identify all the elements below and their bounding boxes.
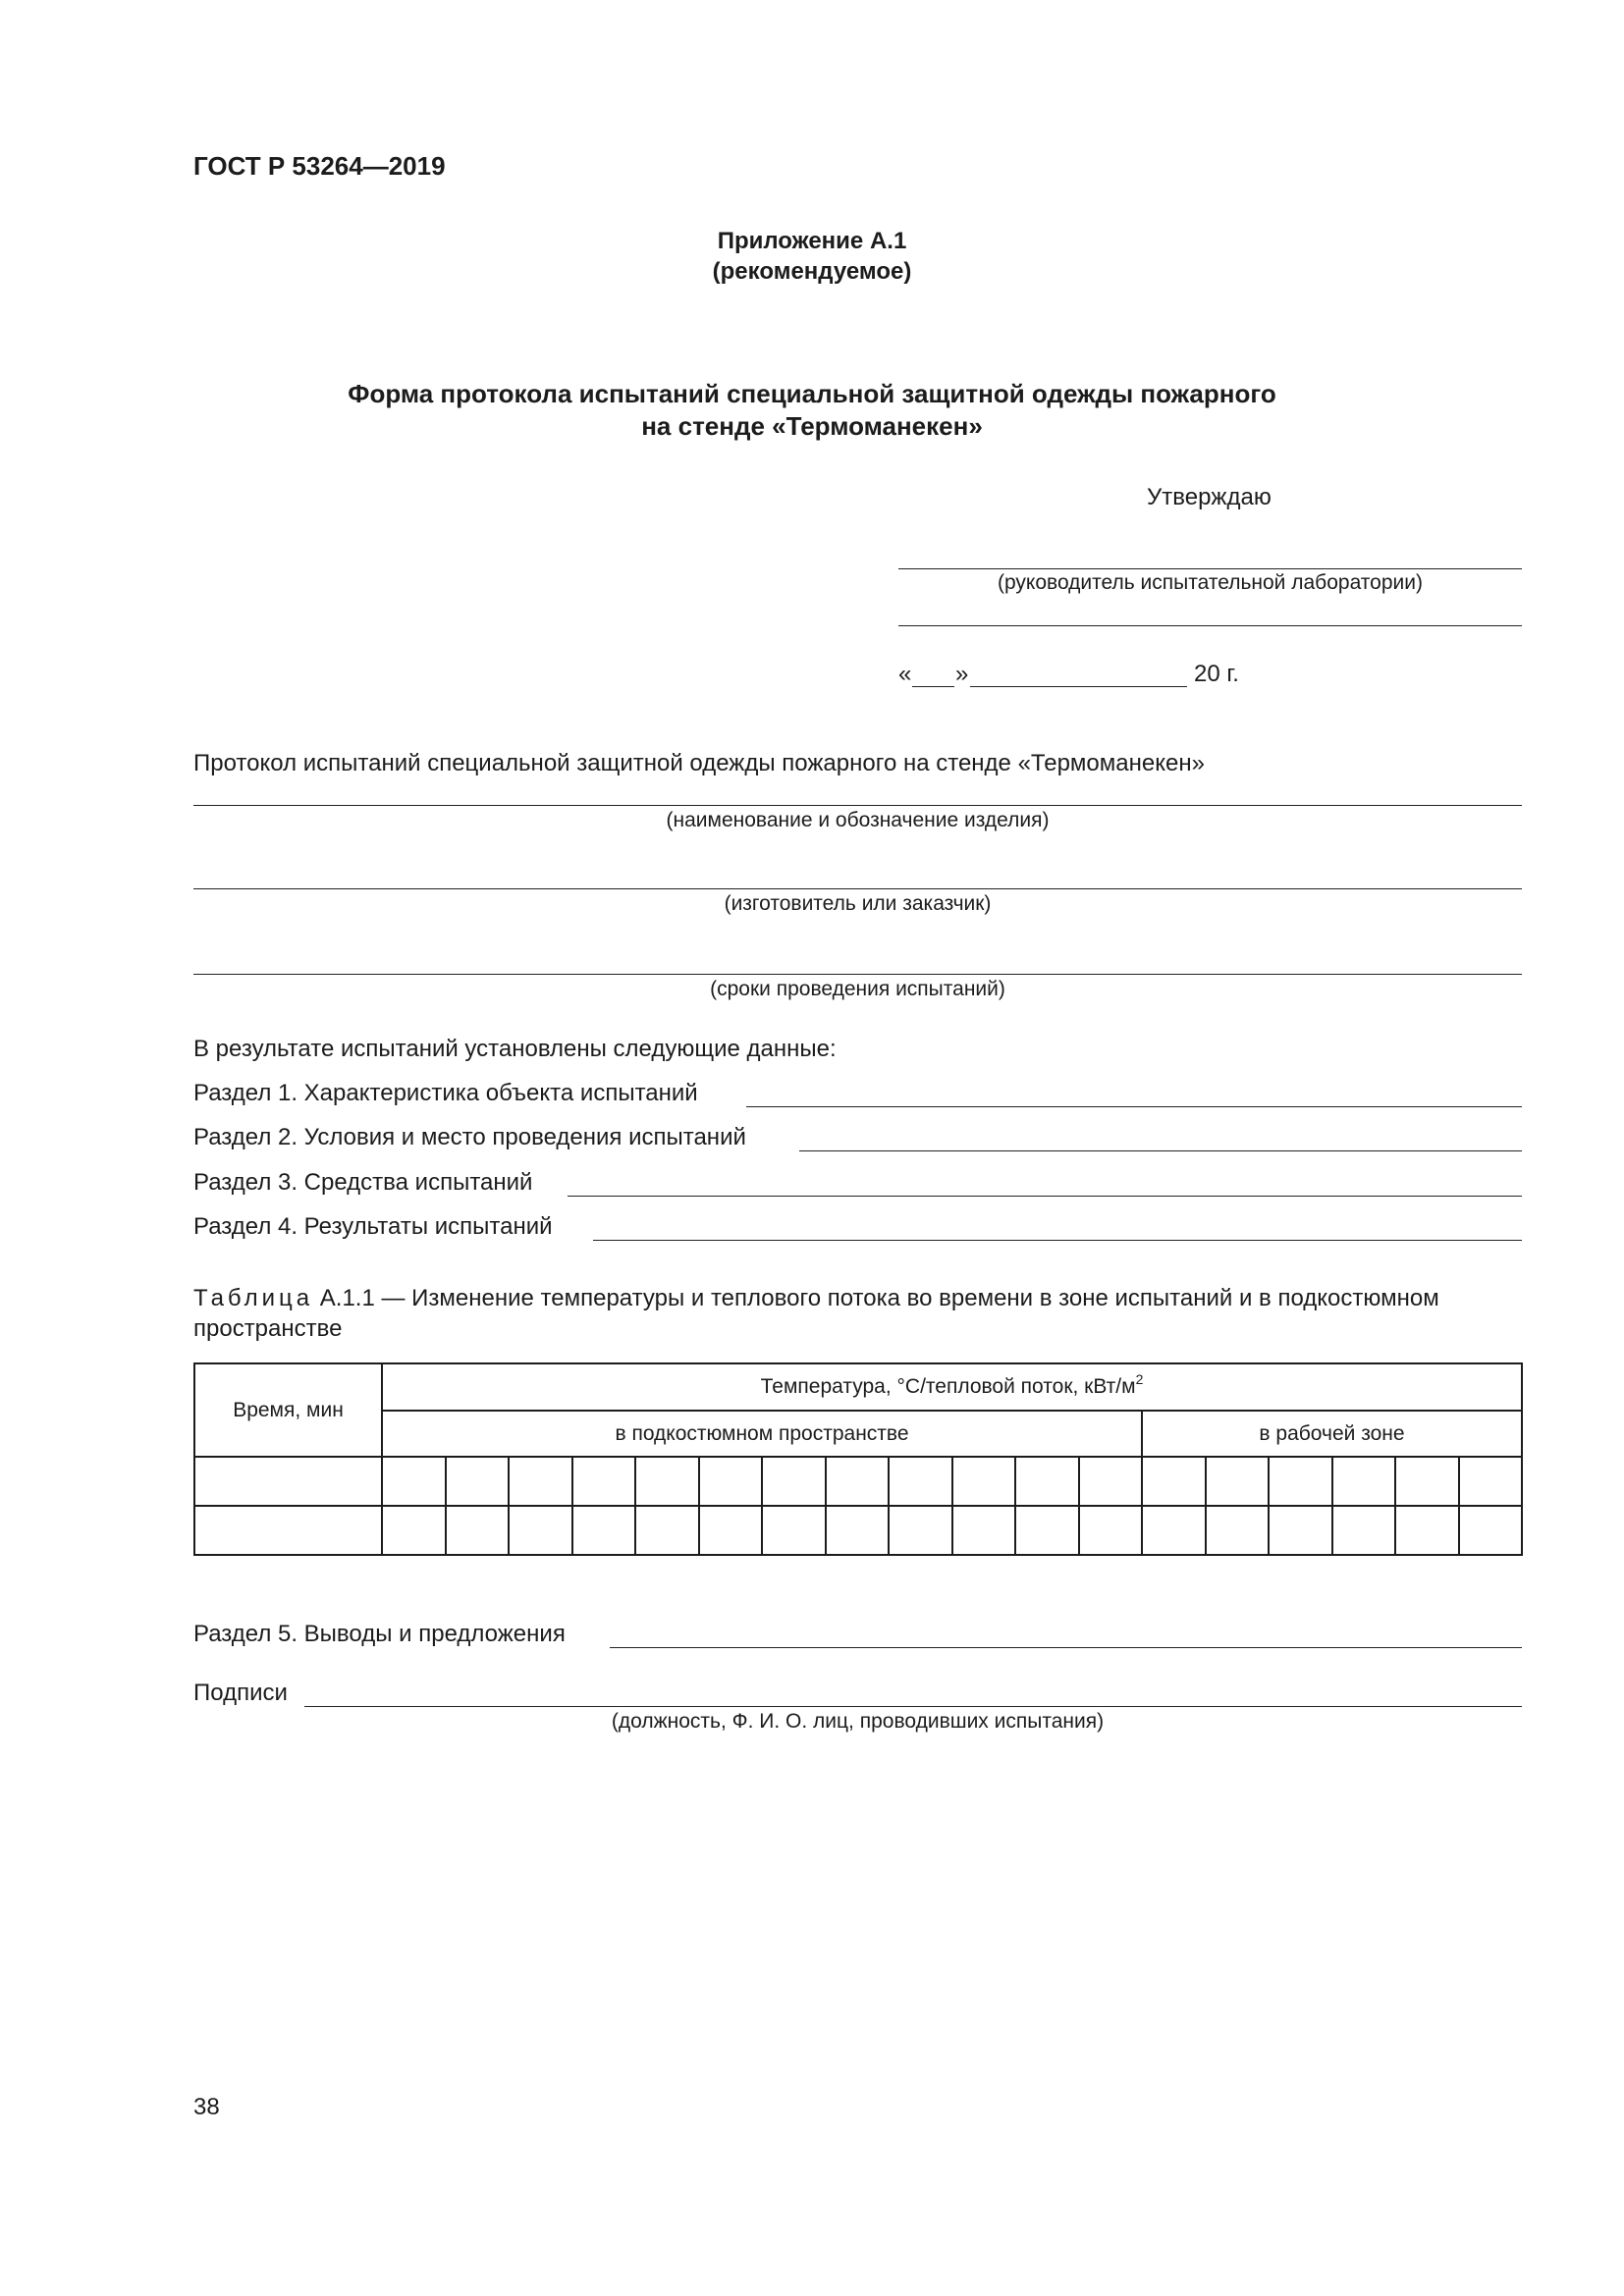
results-intro: В результате испытаний установлены следующие данные: <box>193 1036 837 1062</box>
table-cell[interactable] <box>1206 1457 1270 1506</box>
subheader-work-zone: в рабочей зоне <box>1142 1411 1522 1457</box>
form-title-line1: Форма протокола испытаний специальной защитной одежды пожарного <box>348 379 1276 408</box>
approval-name-line[interactable] <box>898 625 1522 626</box>
table-cell[interactable] <box>1395 1457 1459 1506</box>
document-header: ГОСТ Р 53264—2019 <box>193 151 446 181</box>
table-cell[interactable] <box>1332 1457 1396 1506</box>
table-cell[interactable] <box>1395 1506 1459 1555</box>
table-cell[interactable] <box>889 1506 952 1555</box>
table-cell[interactable] <box>699 1457 763 1506</box>
table-cell[interactable] <box>952 1506 1016 1555</box>
table-row <box>194 1457 1522 1506</box>
column-header-time: Время, мин <box>194 1363 382 1457</box>
column-header-temperature <box>382 1363 1522 1411</box>
table-cell[interactable] <box>446 1506 510 1555</box>
section-1-field[interactable] <box>746 1106 1522 1107</box>
table-caption-prefix: Таблица <box>193 1285 314 1311</box>
table-cell[interactable] <box>1459 1457 1523 1506</box>
product-name-field[interactable] <box>193 805 1522 806</box>
table-cell[interactable] <box>1269 1457 1332 1506</box>
table-cell[interactable] <box>572 1506 636 1555</box>
subheader-suit-space: в подкостюмном пространстве <box>382 1411 1142 1457</box>
test-dates-caption: (сроки проведения испытаний) <box>710 978 1005 1000</box>
section-5-field[interactable] <box>610 1647 1522 1648</box>
column-header-temperature-text: Температура, °С/тепловой поток, кВт/м <box>760 1375 1136 1398</box>
section-2-label: Раздел 2. Условия и место проведения испытаний <box>193 1124 746 1150</box>
table-caption-text: А.1.1 — Изменение температуры и теплового потока во времени в зоне испытаний и в подкостюмном <box>313 1285 1439 1311</box>
column-header-temperature-sup: 2 <box>1135 1371 1144 1387</box>
table-cell[interactable] <box>889 1457 952 1506</box>
approval-date-mid: » <box>955 661 969 687</box>
section-4-field[interactable] <box>593 1240 1522 1241</box>
section-5-label: Раздел 5. Выводы и предложения <box>193 1621 566 1647</box>
table-cell[interactable] <box>194 1506 382 1555</box>
table-cell[interactable] <box>509 1457 572 1506</box>
table-cell[interactable] <box>1142 1506 1206 1555</box>
table-cell[interactable] <box>1332 1506 1396 1555</box>
table-caption <box>193 1285 1439 1312</box>
page-number: 38 <box>193 2094 220 2120</box>
appendix-title: Приложение А.1 <box>717 228 907 254</box>
table-cell[interactable] <box>1079 1457 1143 1506</box>
approval-label: Утверждаю <box>1147 484 1272 510</box>
measurement-table <box>193 1362 1523 1556</box>
protocol-intro: Протокол испытаний специальной защитной одежды пожарного на стенде «Термоманекен» <box>193 750 1205 776</box>
table-cell[interactable] <box>1015 1506 1079 1555</box>
table-cell[interactable] <box>635 1506 699 1555</box>
approval-date-year: 20 г. <box>1194 661 1239 687</box>
approval-day-field[interactable] <box>912 686 954 687</box>
approval-position-caption: (руководитель испытательной лаборатории) <box>998 571 1423 594</box>
test-dates-field[interactable] <box>193 974 1522 975</box>
table-cell[interactable] <box>509 1506 572 1555</box>
table-row <box>194 1506 1522 1555</box>
table-cell[interactable] <box>194 1457 382 1506</box>
section-3-label: Раздел 3. Средства испытаний <box>193 1169 533 1196</box>
section-3-field[interactable] <box>568 1196 1522 1197</box>
signatures-caption: (должность, Ф. И. О. лиц, проводивших испытания) <box>611 1710 1105 1733</box>
table-caption-line2: пространстве <box>193 1315 343 1342</box>
table-cell[interactable] <box>1269 1506 1332 1555</box>
table-cell[interactable] <box>1142 1457 1206 1506</box>
table-cell[interactable] <box>699 1506 763 1555</box>
approval-signature-line[interactable] <box>898 568 1522 569</box>
approval-date-open: « <box>898 661 912 687</box>
table-cell[interactable] <box>382 1506 446 1555</box>
table-cell[interactable] <box>1015 1457 1079 1506</box>
table-cell[interactable] <box>952 1457 1016 1506</box>
section-4-label: Раздел 4. Результаты испытаний <box>193 1213 553 1240</box>
table-cell[interactable] <box>826 1506 890 1555</box>
table-cell[interactable] <box>762 1457 826 1506</box>
table-cell[interactable] <box>446 1457 510 1506</box>
table-cell[interactable] <box>572 1457 636 1506</box>
table-cell[interactable] <box>1206 1506 1270 1555</box>
section-2-field[interactable] <box>799 1150 1522 1151</box>
appendix-status: (рекомендуемое) <box>712 258 912 285</box>
table-cell[interactable] <box>762 1506 826 1555</box>
section-1-label: Раздел 1. Характеристика объекта испытаний <box>193 1080 698 1106</box>
table-cell[interactable] <box>382 1457 446 1506</box>
manufacturer-field[interactable] <box>193 888 1522 889</box>
signatures-field[interactable] <box>304 1706 1522 1707</box>
product-name-caption: (наименование и обозначение изделия) <box>666 809 1050 831</box>
table-cell[interactable] <box>1459 1506 1523 1555</box>
table-cell[interactable] <box>826 1457 890 1506</box>
form-title-line2: на стенде «Термоманекен» <box>641 411 983 441</box>
signatures-label: Подписи <box>193 1680 288 1706</box>
manufacturer-caption: (изготовитель или заказчик) <box>724 892 992 915</box>
approval-month-field[interactable] <box>970 686 1187 687</box>
table-cell[interactable] <box>635 1457 699 1506</box>
table-cell[interactable] <box>1079 1506 1143 1555</box>
